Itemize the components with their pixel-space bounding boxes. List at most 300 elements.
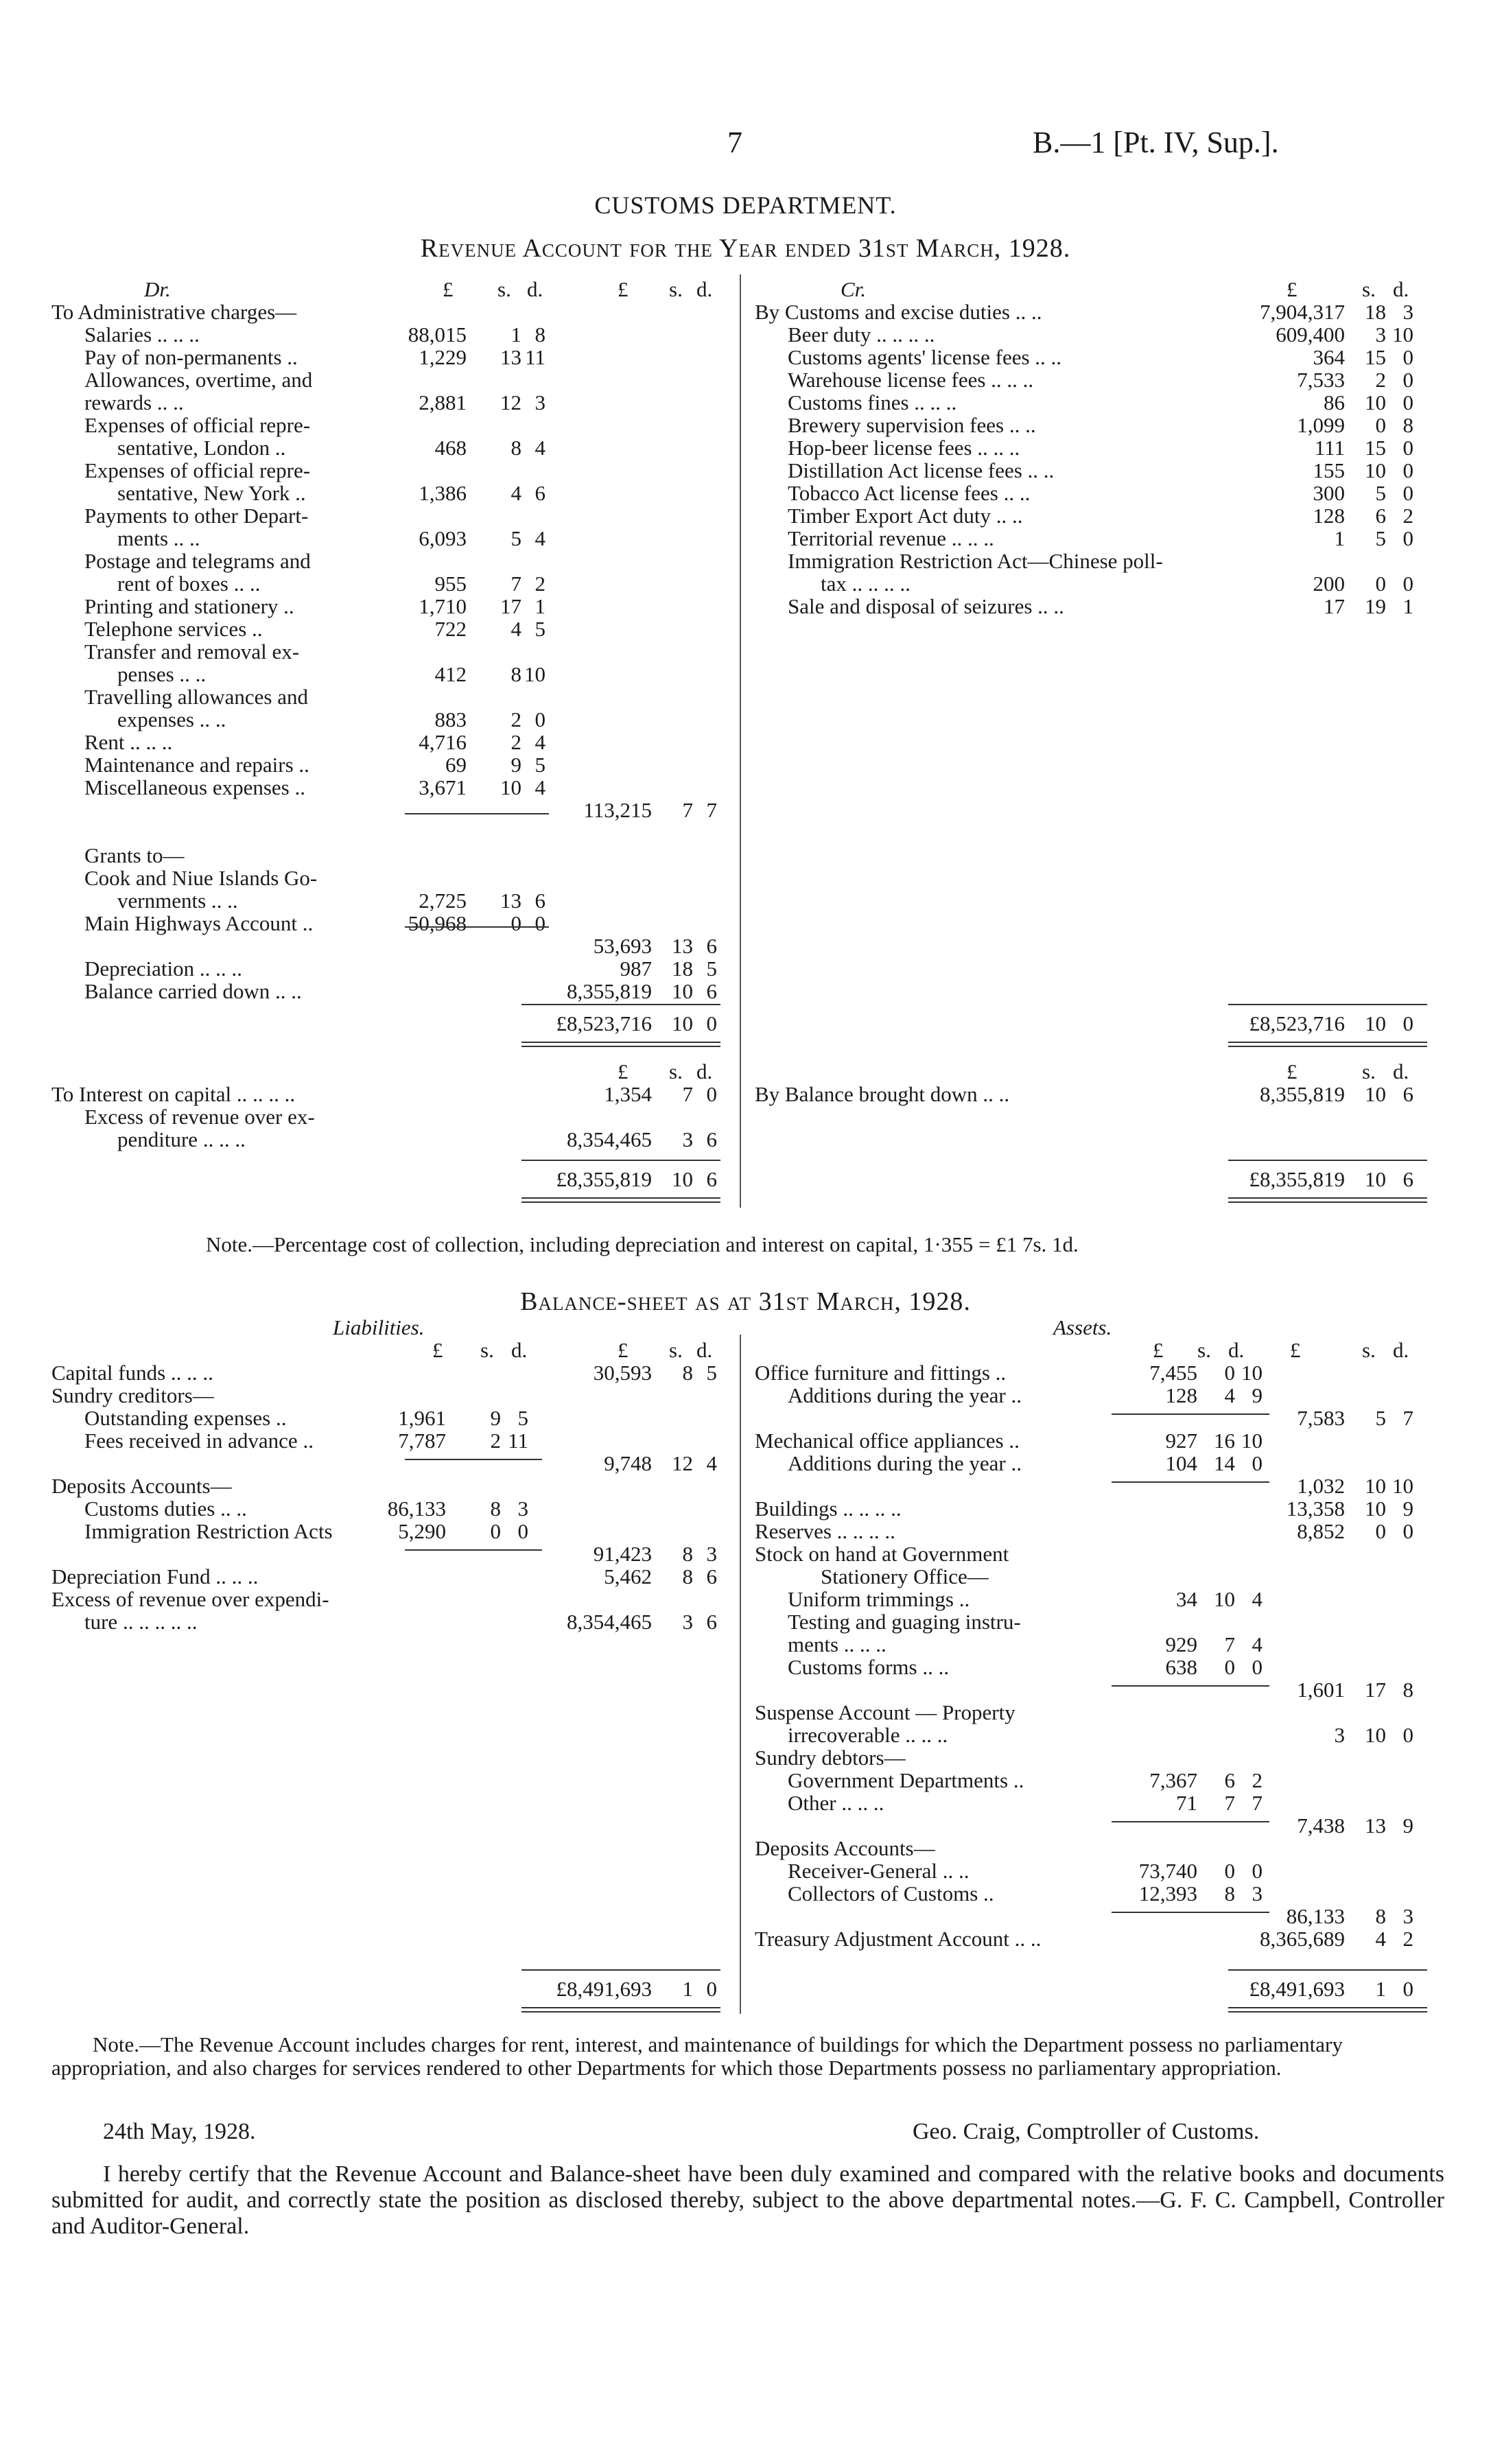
- page-number: 7: [727, 126, 742, 159]
- dr-total-shillings: 18: [672, 957, 693, 981]
- dr-amount-pence: 2: [535, 572, 545, 596]
- dr-label: Expenses of official repre-: [84, 458, 311, 482]
- liab-amount-pounds: 5,290: [398, 1519, 446, 1543]
- dr-d-heading-2: d.: [696, 277, 713, 301]
- cr-amount-shillings: 3: [1375, 322, 1386, 347]
- asset-total-pence: 9: [1402, 1814, 1413, 1838]
- cr-d-heading: d.: [1393, 277, 1409, 301]
- l-s-heading-2: s.: [669, 1338, 683, 1362]
- cr-label: Customs fines .. .. ..: [788, 390, 957, 414]
- dr-interest-shillings: 7: [682, 1082, 693, 1106]
- asset-label: Customs forms .. ..: [788, 1655, 950, 1679]
- dr-label: Travelling allowances and: [84, 685, 308, 709]
- cr-amount-pounds: 17: [1324, 594, 1345, 618]
- asset-amount-shillings: 7: [1224, 1791, 1235, 1815]
- asset-total-shillings: 5: [1375, 1406, 1386, 1430]
- dr-excess-label: penditure .. .. ..: [117, 1127, 246, 1151]
- dr-amount-shillings: 2: [510, 707, 521, 731]
- cr-heading: Cr.: [841, 277, 867, 301]
- a-s-heading: s.: [1197, 1338, 1211, 1362]
- dr-label: Allowances, overtime, and: [84, 368, 313, 392]
- dr-amount-shillings: 0: [510, 911, 521, 935]
- cr-label: Brewery supervision fees .. ..: [788, 413, 1036, 437]
- signatory: Geo. Craig, Comptroller of Customs.: [913, 2119, 1260, 2144]
- cr-label: Customs agents' license fees .. ..: [788, 345, 1062, 369]
- subtotal-rule: [405, 1459, 542, 1460]
- asset-grand-total-pounds: £8,491,693: [1249, 1977, 1345, 2001]
- asset-amount-pounds: 12,393: [1138, 1881, 1197, 1905]
- cr-pound-heading-2: £: [1287, 1059, 1298, 1083]
- dr-excess-pence: 6: [706, 1127, 717, 1151]
- dr-d-heading-3: d.: [696, 1059, 713, 1083]
- dr-s-heading: s.: [497, 277, 511, 301]
- asset-label: Treasury Adjustment Account .. ..: [755, 1927, 1042, 1951]
- dr-total-pounds: 8,355,819: [567, 979, 652, 1003]
- asset-total-pounds: 8,365,689: [1260, 1927, 1345, 1951]
- dr-excess-shillings: 3: [682, 1127, 693, 1151]
- asset-label: irrecoverable .. .. ..: [788, 1723, 948, 1747]
- cr-grand-total-pounds: £8,523,716: [1249, 1011, 1345, 1035]
- dr-amount-shillings: 9: [510, 753, 521, 777]
- asset-grand-total-pence: 0: [1402, 1977, 1413, 2001]
- dr-interest-pence: 0: [706, 1082, 717, 1106]
- dr-amount-shillings: 10: [500, 775, 521, 799]
- liab-amount-pence: 0: [517, 1519, 528, 1543]
- asset-amount-pence: 0: [1252, 1655, 1263, 1679]
- dr-amount-pounds: 412: [434, 662, 467, 686]
- total-rule-top: [521, 1969, 720, 1971]
- cr-amount-shillings: 15: [1365, 345, 1386, 369]
- cr-label: Warehouse license fees .. .. ..: [788, 368, 1034, 392]
- asset-label: Office furniture and fittings ..: [755, 1361, 1007, 1385]
- dr-label: Miscellaneous expenses ..: [84, 775, 305, 799]
- dr-amount-pence: 11: [525, 345, 545, 369]
- asset-total-shillings: 13: [1365, 1814, 1386, 1838]
- cr-label: Sale and disposal of seizures .. ..: [788, 594, 1064, 618]
- cr-amount-pounds: 1,099: [1297, 413, 1345, 437]
- cr-amount-pence: 2: [1402, 504, 1413, 528]
- asset-amount-pence: 7: [1252, 1791, 1263, 1815]
- asset-amount-shillings: 16: [1214, 1429, 1235, 1453]
- asset-amount-pence: 2: [1252, 1768, 1263, 1792]
- dr-amount-pounds: 88,015: [408, 322, 467, 347]
- asset-label: Reserves .. .. .. ..: [755, 1519, 895, 1543]
- dr-amount-shillings: 5: [510, 526, 521, 550]
- dr-label: Telephone services ..: [84, 617, 263, 641]
- cr-amount-pounds: 300: [1313, 481, 1345, 505]
- liab-grand-total-shillings: 1: [682, 1977, 693, 2001]
- dr-label: Salaries .. .. ..: [84, 322, 200, 347]
- cr-amount-pence: 0: [1402, 345, 1413, 369]
- asset-total-pounds: 8,852: [1297, 1519, 1345, 1543]
- liab-grand-total-pounds: £8,491,693: [556, 1977, 652, 2001]
- dr-d-heading: d.: [527, 277, 543, 301]
- a-d-heading-2: d.: [1393, 1338, 1409, 1362]
- cr-amount-pence: 0: [1402, 572, 1413, 596]
- liab-total-pounds: 9,748: [604, 1451, 652, 1475]
- cr-s-heading: s.: [1362, 277, 1376, 301]
- dr-amount-pounds: 50,968: [408, 911, 467, 935]
- liab-total-pence: 6: [706, 1564, 717, 1588]
- cr-balance-shillings: 10: [1365, 1082, 1386, 1106]
- asset-total-pounds: 3: [1334, 1723, 1345, 1747]
- asset-amount-pence: 10: [1241, 1429, 1263, 1453]
- asset-label: Collectors of Customs ..: [788, 1881, 994, 1905]
- dr-interest-total-pounds: £8,355,819: [556, 1167, 652, 1191]
- liab-total-shillings: 12: [672, 1451, 693, 1475]
- cr-amount-pounds: 86: [1324, 390, 1345, 414]
- dr-amount-pounds: 955: [434, 572, 467, 596]
- asset-amount-shillings: 8: [1224, 1881, 1235, 1905]
- asset-amount-pounds: 73,740: [1138, 1859, 1197, 1883]
- asset-total-pounds: 1,601: [1297, 1678, 1345, 1702]
- dr-label: vernments .. ..: [117, 889, 238, 913]
- dr-amount-pounds: 722: [434, 617, 467, 641]
- liab-label: Capital funds .. .. ..: [51, 1361, 213, 1385]
- dr-amount-pence: 4: [535, 436, 545, 460]
- liab-amount-pounds: 86,133: [387, 1497, 446, 1521]
- dr-label: Main Highways Account ..: [84, 911, 314, 935]
- asset-total-pounds: 86,133: [1286, 1904, 1345, 1928]
- asset-total-pounds: 7,438: [1297, 1814, 1345, 1838]
- liab-amount-pence: 3: [517, 1497, 528, 1521]
- cr-pound-heading: £: [1287, 277, 1298, 301]
- asset-total-shillings: 10: [1365, 1723, 1386, 1747]
- asset-label: Testing and guaging instru-: [788, 1610, 1021, 1634]
- dr-total-shillings: 10: [672, 979, 693, 1003]
- dr-label: Grants to—: [84, 843, 185, 867]
- asset-amount-shillings: 0: [1224, 1859, 1235, 1883]
- dr-pound-heading-3: £: [618, 1059, 629, 1083]
- dr-amount-shillings: 7: [510, 572, 521, 596]
- liab-grand-total-pence: 0: [706, 1977, 717, 2001]
- dr-label: penses .. ..: [117, 662, 207, 686]
- dr-total-shillings: 13: [672, 934, 693, 958]
- signature-date: 24th May, 1928.: [103, 2119, 256, 2144]
- liab-total-shillings: 8: [682, 1542, 693, 1566]
- liab-amount-pence: 5: [517, 1406, 528, 1430]
- asset-total-shillings: 4: [1375, 1927, 1386, 1951]
- cr-label: Tobacco Act license fees .. ..: [788, 481, 1031, 505]
- cr-amount-pence: 3: [1402, 300, 1413, 324]
- cr-label: Beer duty .. .. .. ..: [788, 322, 935, 347]
- l-d-heading-2: d.: [696, 1338, 713, 1362]
- asset-amount-pounds: 927: [1165, 1429, 1197, 1453]
- cr-amount-pence: 8: [1402, 413, 1413, 437]
- asset-total-shillings: 0: [1375, 1519, 1386, 1543]
- dr-amount-shillings: 1: [510, 322, 521, 347]
- liab-total-pence: 6: [706, 1610, 717, 1634]
- liab-label: Fees received in advance ..: [84, 1429, 314, 1453]
- liab-amount-shillings: 8: [490, 1497, 501, 1521]
- liab-label: Sundry creditors—: [51, 1383, 214, 1407]
- cr-balance-pounds: 8,355,819: [1260, 1082, 1345, 1106]
- dr-amount-pence: 4: [535, 730, 545, 754]
- cr-amount-pounds: 128: [1313, 504, 1345, 528]
- liab-label: Immigration Restriction Acts: [84, 1519, 333, 1543]
- cr-balance-label: By Balance brought down .. ..: [755, 1082, 1010, 1106]
- dr-amount-pence: 10: [524, 662, 545, 686]
- dr-total-pounds: 113,215: [583, 798, 652, 822]
- revenue-account-note: Note.—Percentage cost of collection, including depreciation and interest on capital, 1·355 = £1 7s. 1d.: [206, 1232, 1079, 1256]
- dr-total-shillings: 7: [682, 798, 693, 822]
- asset-amount-pence: 4: [1252, 1632, 1263, 1656]
- asset-label: Government Departments ..: [788, 1768, 1024, 1792]
- dr-amount-pence: 0: [535, 911, 545, 935]
- asset-label: Stationery Office—: [821, 1564, 989, 1588]
- asset-total-pence: 10: [1392, 1474, 1413, 1498]
- cr-amount-shillings: 19: [1365, 594, 1386, 618]
- cr-amount-shillings: 0: [1375, 572, 1386, 596]
- asset-total-pence: 7: [1402, 1406, 1413, 1430]
- l-pound-heading: £: [432, 1338, 443, 1362]
- dr-total-pence: 5: [706, 957, 717, 981]
- dr-total-pence: 7: [706, 798, 717, 822]
- asset-total-pence: 8: [1402, 1678, 1413, 1702]
- dr-total-pence: 6: [706, 979, 717, 1003]
- cr-amount-pounds: 7,904,317: [1260, 300, 1345, 324]
- dr-label: sentative, London ..: [117, 436, 286, 460]
- cr-amount-pounds: 609,400: [1276, 322, 1345, 347]
- cr-interest-total-pounds: £8,355,819: [1249, 1167, 1345, 1191]
- asset-label: Sundry debtors—: [755, 1746, 906, 1770]
- asset-label: Mechanical office appliances ..: [755, 1429, 1020, 1453]
- cr-amount-shillings: 10: [1365, 390, 1386, 414]
- asset-amount-pounds: 929: [1165, 1632, 1197, 1656]
- cr-interest-total-shillings: 10: [1365, 1167, 1386, 1191]
- asset-total-pounds: 1,032: [1297, 1474, 1345, 1498]
- dr-amount-pence: 1: [535, 594, 545, 618]
- asset-label: Other .. .. ..: [788, 1791, 884, 1815]
- dr-label: rewards .. ..: [84, 390, 184, 414]
- subtotal-rule: [1112, 1821, 1269, 1822]
- subtotal-rule: [405, 1549, 542, 1551]
- dr-label: ments .. ..: [117, 526, 200, 550]
- dr-grand-total-pence: 0: [706, 1011, 717, 1035]
- cr-amount-shillings: 10: [1365, 458, 1386, 482]
- department-title: CUSTOMS DEPARTMENT.: [594, 191, 897, 219]
- dr-pound-heading-2: £: [618, 277, 629, 301]
- asset-amount-pence: 10: [1241, 1361, 1263, 1385]
- asset-amount-pounds: 71: [1176, 1791, 1197, 1815]
- dr-label: Payments to other Depart-: [84, 504, 309, 528]
- liab-total-pence: 5: [706, 1361, 717, 1385]
- cr-amount-shillings: 15: [1365, 436, 1386, 460]
- liab-total-shillings: 8: [682, 1361, 693, 1385]
- dr-label: Rent .. .. ..: [84, 730, 173, 754]
- dr-amount-pounds: 1,386: [419, 481, 467, 505]
- dr-amount-pence: 4: [535, 526, 545, 550]
- a-d-heading: d.: [1228, 1338, 1245, 1362]
- cr-label: Territorial revenue .. .. ..: [788, 526, 994, 550]
- dr-label: Balance carried down .. ..: [84, 979, 302, 1003]
- cr-amount-pounds: 1: [1334, 526, 1345, 550]
- dr-interest-total-pence: 6: [706, 1167, 717, 1191]
- cr-amount-shillings: 2: [1375, 368, 1386, 392]
- l-d-heading: d.: [511, 1338, 528, 1362]
- asset-label: Receiver-General .. ..: [788, 1859, 970, 1883]
- total-rule-bottom: [1228, 2007, 1427, 2013]
- subtotal-rule: [1112, 1912, 1269, 1913]
- subtotal-rule: [1112, 1685, 1269, 1687]
- total-rule-top: [1228, 1969, 1427, 1971]
- asset-amount-shillings: 14: [1214, 1451, 1235, 1475]
- dr-amount-pounds: 69: [445, 753, 467, 777]
- asset-amount-pence: 9: [1252, 1383, 1263, 1407]
- dr-interest-total-shillings: 10: [672, 1167, 693, 1191]
- dr-interest-label: To Interest on capital .. .. .. ..: [51, 1082, 296, 1106]
- cr-label: Timber Export Act duty .. ..: [788, 504, 1023, 528]
- asset-amount-pounds: 34: [1176, 1587, 1197, 1611]
- asset-label: Additions during the year ..: [788, 1383, 1022, 1407]
- dr-amount-pence: 6: [535, 481, 545, 505]
- cr-amount-pounds: 364: [1313, 345, 1345, 369]
- asset-amount-shillings: 0: [1224, 1655, 1235, 1679]
- asset-total-pounds: 13,358: [1286, 1497, 1345, 1521]
- dr-amount-pence: 6: [535, 889, 545, 913]
- dr-amount-shillings: 4: [510, 481, 521, 505]
- asset-amount-shillings: 10: [1214, 1587, 1235, 1611]
- liab-label: ture .. .. .. .. ..: [84, 1610, 198, 1634]
- asset-total-shillings: 8: [1375, 1904, 1386, 1928]
- dr-s-heading-2: s.: [669, 277, 683, 301]
- cr-grand-total-pence: 0: [1402, 1011, 1413, 1035]
- asset-label: Additions during the year ..: [788, 1451, 1022, 1475]
- dr-amount-shillings: 4: [510, 617, 521, 641]
- liab-label: Deposits Accounts—: [51, 1474, 232, 1498]
- cr-amount-shillings: 5: [1375, 526, 1386, 550]
- asset-amount-pence: 0: [1252, 1451, 1263, 1475]
- dr-amount-shillings: 13: [500, 889, 521, 913]
- dr-amount-shillings: 12: [500, 390, 521, 414]
- asset-grand-total-shillings: 1: [1375, 1977, 1386, 2001]
- cr-amount-pounds: 155: [1313, 458, 1345, 482]
- dr-total-pence: 6: [706, 934, 717, 958]
- liab-total-pounds: 8,354,465: [567, 1610, 652, 1634]
- asset-amount-pounds: 638: [1165, 1655, 1197, 1679]
- cr-amount-pence: 0: [1402, 436, 1413, 460]
- dr-pound-heading: £: [443, 277, 454, 301]
- asset-amount-pence: 0: [1252, 1859, 1263, 1883]
- cr-d-heading-2: d.: [1393, 1059, 1409, 1083]
- cr-label: Hop-beer license fees .. .. ..: [788, 436, 1020, 460]
- cr-amount-pence: 0: [1402, 458, 1413, 482]
- asset-amount-shillings: 4: [1224, 1383, 1235, 1407]
- dr-grand-total-pounds: £8,523,716: [556, 1011, 652, 1035]
- dr-amount-shillings: 13: [500, 345, 521, 369]
- asset-amount-pence: 4: [1252, 1587, 1263, 1611]
- cr-amount-shillings: 18: [1365, 300, 1386, 324]
- liab-amount-shillings: 9: [490, 1406, 501, 1430]
- dr-amount-pounds: 2,881: [419, 390, 467, 414]
- asset-label: Stock on hand at Government: [755, 1542, 1009, 1566]
- cr-amount-pence: 1: [1402, 594, 1413, 618]
- dr-label: expenses .. ..: [117, 707, 226, 731]
- dr-amount-shillings: 17: [500, 594, 521, 618]
- document-reference: B.—1 [Pt. IV, Sup.].: [1033, 126, 1279, 159]
- dr-excess-pounds: 8,354,465: [567, 1127, 652, 1151]
- asset-total-shillings: 10: [1365, 1497, 1386, 1521]
- cr-amount-pounds: 111: [1314, 436, 1345, 460]
- revenue-account-title: Revenue Account for the Year ended 31st March, 1928.: [420, 234, 1071, 263]
- a-pound-heading: £: [1153, 1338, 1164, 1362]
- balance-sheet-title: Balance-sheet as at 31st March, 1928.: [520, 1287, 971, 1316]
- liab-label: Depreciation Fund .. .. ..: [51, 1564, 259, 1588]
- asset-amount-shillings: 6: [1224, 1768, 1235, 1792]
- asset-total-shillings: 17: [1365, 1678, 1386, 1702]
- dr-amount-pounds: 4,716: [419, 730, 467, 754]
- l-s-heading: s.: [480, 1338, 494, 1362]
- cr-amount-pence: 10: [1392, 322, 1413, 347]
- cr-label: tax .. .. .. ..: [821, 572, 911, 596]
- cr-label: Immigration Restriction Act—Chinese poll-: [788, 549, 1163, 573]
- asset-amount-shillings: 7: [1224, 1632, 1235, 1656]
- dr-label: Expenses of official repre-: [84, 413, 311, 437]
- dr-amount-pence: 3: [535, 390, 545, 414]
- dr-amount-pence: 5: [535, 753, 545, 777]
- liab-amount-shillings: 2: [490, 1429, 501, 1453]
- dr-s-heading-3: s.: [669, 1059, 683, 1083]
- liabilities-heading: Liabilities.: [333, 1315, 425, 1339]
- dr-amount-pence: 8: [535, 322, 545, 347]
- cr-s-heading-2: s.: [1362, 1059, 1376, 1083]
- dr-label: To Administrative charges—: [51, 300, 297, 324]
- subtotal-rule: [1112, 1413, 1269, 1415]
- dr-amount-pence: 0: [535, 707, 545, 731]
- dr-amount-pounds: 1,229: [419, 345, 467, 369]
- cr-amount-shillings: 5: [1375, 481, 1386, 505]
- cr-label: By Customs and excise duties .. ..: [755, 300, 1042, 324]
- liab-amount-pounds: 7,787: [398, 1429, 446, 1453]
- cr-amount-shillings: 6: [1375, 504, 1386, 528]
- l-pound-heading-2: £: [618, 1338, 629, 1362]
- dr-amount-shillings: 8: [510, 662, 521, 686]
- asset-label: Uniform trimmings ..: [788, 1587, 970, 1611]
- dr-amount-pounds: 2,725: [419, 889, 467, 913]
- cr-amount-pence: 0: [1402, 368, 1413, 392]
- liab-total-pence: 3: [706, 1542, 717, 1566]
- liab-label: Outstanding expenses ..: [84, 1406, 287, 1430]
- assets-heading: Assets.: [1053, 1315, 1112, 1339]
- liab-total-shillings: 8: [682, 1564, 693, 1588]
- asset-amount-shillings: 0: [1224, 1361, 1235, 1385]
- dr-amount-shillings: 8: [510, 436, 521, 460]
- dr-label: rent of boxes .. ..: [117, 572, 261, 596]
- liab-amount-shillings: 0: [490, 1519, 501, 1543]
- dr-amount-pence: 5: [535, 617, 545, 641]
- asset-label: Buildings .. .. .. ..: [755, 1497, 902, 1521]
- dr-grand-total-shillings: 10: [672, 1011, 693, 1035]
- dr-amount-pence: 4: [535, 775, 545, 799]
- dr-total-pounds: 987: [620, 957, 652, 981]
- dr-total-pounds: 53,693: [593, 934, 652, 958]
- liab-label: Customs duties .. ..: [84, 1497, 247, 1521]
- asset-total-pence: 9: [1402, 1497, 1413, 1521]
- liab-total-shillings: 3: [682, 1610, 693, 1634]
- dr-amount-shillings: 2: [510, 730, 521, 754]
- a-pound-heading-2: £: [1290, 1338, 1301, 1362]
- a-s-heading-2: s.: [1362, 1338, 1376, 1362]
- cr-amount-pence: 0: [1402, 526, 1413, 550]
- asset-total-pence: 2: [1402, 1927, 1413, 1951]
- asset-total-pounds: 7,583: [1297, 1406, 1345, 1430]
- dr-label: sentative, New York ..: [117, 481, 306, 505]
- dr-label: Pay of non-permanents ..: [84, 345, 298, 369]
- liab-total-pounds: 30,593: [593, 1361, 652, 1385]
- asset-amount-pence: 3: [1252, 1881, 1263, 1905]
- dr-excess-label: Excess of revenue over ex-: [84, 1105, 315, 1129]
- column-divider: [740, 1335, 741, 2014]
